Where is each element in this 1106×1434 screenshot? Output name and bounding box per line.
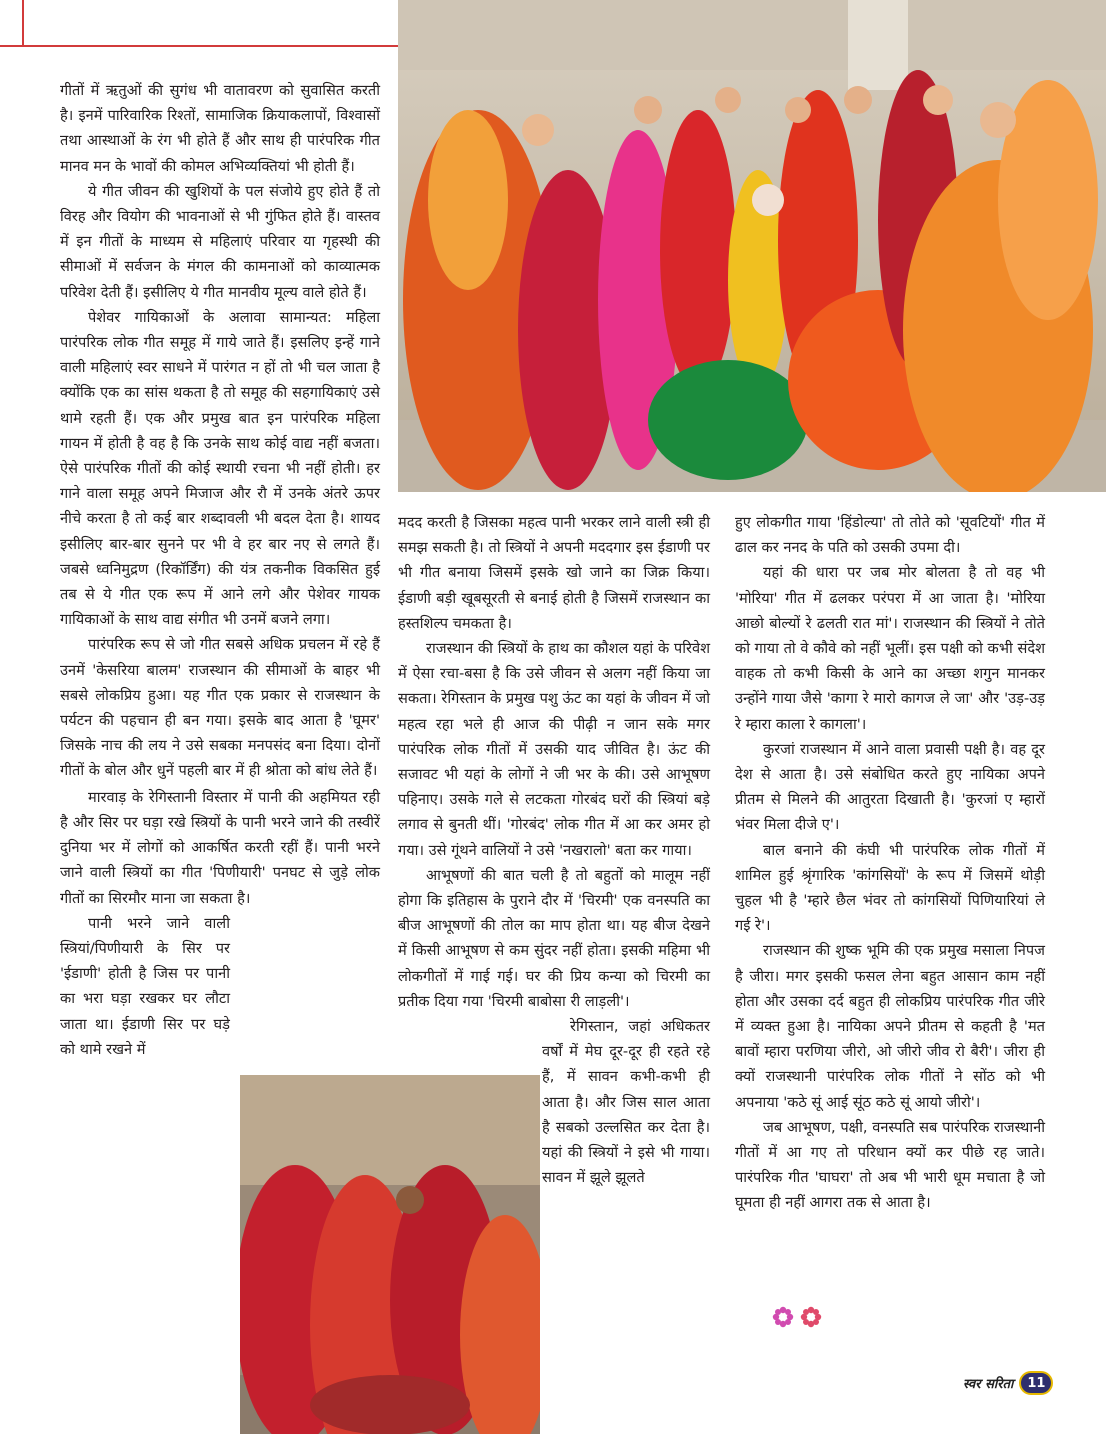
paragraph: राजस्थान की शुष्क भूमि की एक प्रमुख मसाला निपज है जीरा। मगर इसकी फसल लेना बहुत आसान काम नहीं होता और उसका दर्द बहुत ही लोकप्रिय पारंपरिक गीत जीरे में व्यक्त हुआ है। नायिका अपने प्रीतम से कहती है 'मत बावों म्हारा परणिया जीरो, ओ जीरो जीव रो बैरी'। जीरा ही क्यों राजस्थानी पारंपरिक लोक गीतों ने सोंठ को भी अपनाया 'कठे सूं आई सूंठ कठे सूं आयो जीरो'।: [735, 942, 1045, 1111]
paragraph: यहां की धारा पर जब मोर बोलता है तो वह भी 'मोरिया' गीत में ढलकर परंपरा में आ जाता है। 'मोरिया आछो बोल्यों रे ढलती रात मां'। राजस्थान की स्त्रियों ने तोते को गाया तो वे कौवे को नहीं भूलीं। इस पक्षी को कभी संदेश वाहक तो कभी किसी के आने का अच्छा शगुन मानकर उन्होंने गाया जैसे 'कागा रे मारो कागज ले जा' और 'उड़-उड़ रे म्हारा काला रे कागला'।: [735, 564, 1045, 733]
text-column-middle: [398, 510, 710, 1414]
paragraph: राजस्थान की स्त्रियों के हाथ का कौशल यहां के परिवेश में ऐसा रचा-बसा है कि उसे जीवन से अलग नहीं किया जा सकता। रेगिस्तान के प्रमुख पशु ऊंट का यहां के जीवन में जो महत्व रहा भले ही आज की पीढ़ी न जान सके मगर पारंपरिक लोक गीतों में उसकी याद जीवित है। ऊंट की सजावट भी यहां के लोगों ने जी भर के की। उसे आभूषण पहिनाए। उसके गले से लटकता गोरबंद घरों की स्त्रियां बड़े लगाव से बुनती थीं। 'गोरबंद' लोक गीत में आ कर अमर हो गया। उसे गूंथने वालियों ने उसे 'नखरालो' बता कर गाया।: [398, 640, 710, 859]
photo-wrap-space: [398, 1014, 542, 1414]
text-column-left: [60, 78, 380, 1062]
paragraph: मदद करती है जिसका महत्व पानी भरकर लाने वाली स्त्री ही समझ सकती है। तो स्त्रियों ने अपनी मददगार इस ईडाणी पर भी गीत बनाया जिसमें इसके खो जाने का जिक्र किया। ईडाणी बड़ी खूबसूरती से बनाई होती है जिसमें राजस्थान का हस्तशिल्प चमकता है।: [398, 514, 710, 632]
paragraph: जब आभूषण, पक्षी, वनस्पति सब पारंपरिक राजस्थानी गीतों में आ गए तो परिधान क्यों कर पीछे रह जाते। पारंपरिक गीत 'घाघरा' तो अब भी भारी धूम मचाता है जो घूमता ही नहीं आगरा तक से आता है।: [735, 1118, 1045, 1212]
paragraph: आभूषणों की बात चली है तो बहुतों को मालूम नहीं होगा कि इतिहास के पुराने दौर में 'चिरमी' एक वनस्पति का बीज आभूषणों की तोल का माप होता था। यह बीज देखने में किसी आभूषण से कम सुंदर नहीं होता। इसकी महिमा भी लोकगीतों में गाई गई। घर की प्रिय कन्या को चिरमी का प्रतीक दिया गया 'चिरमी बाबोसा री लाड़ली'।: [398, 866, 710, 1010]
paragraph: ये गीत जीवन की खुशियों के पल संजोये हुए होते हैं तो विरह और वियोग की भावनाओं से भी गुंफित होते हैं। वास्तव में इन गीतों के माध्यम से महिलाएं परिवार या गृहस्थी की सीमाओं में सर्वजन के मंगल की कामनाओं को काव्यात्मक परिवेश देती हैं। इसीलिए ये गीत मानवीय मूल्य वाले होते हैं।: [60, 182, 380, 301]
paragraph: पानी भरने जाने वाली स्त्रियां/पिणीयारी के सिर पर 'ईडाणी' होती है जिस पर पानी का भरा घड़ा रखकर घर लौटा जाता था। ईडाणी सिर पर घड़े को थामे रखने में: [60, 914, 230, 1058]
paragraph: कुरजां राजस्थान में आने वाला प्रवासी पक्षी है। वह दूर देश से आता है। उसे संबोधित करते हुए नायिका अपने प्रीतम से मिलने की आतुरता दिखाती है। 'कुरजां ए म्हारों भंवर मिला दीजे ए'।: [735, 740, 1045, 834]
ornament: [772, 1306, 822, 1328]
paragraph: मारवाड़ के रेगिस्तानी विस्तार में पानी की अहमियत रही है और सिर पर घड़ा रखे स्त्रियों के पानी भरने जाने की तस्वीरें दुनिया भर में लोगों को आकर्षित करती रहीं हैं। पानी भरने जाने वाली स्त्रियों का गीत 'पिणीयारी' पनघट से जुड़े लोक गीतों का सिरमौर माना जा सकता है।: [60, 788, 380, 907]
top-accent-rule: [0, 45, 400, 47]
group-of-women-in-saris-dancing-photo: [398, 0, 1106, 492]
paragraph: बाल बनाने की कंघी भी पारंपरिक लोक गीतों में शामिल हुई श्रृंगारिक 'कांगसियों' के रूप में जिसमें थोड़ी चुहल भी है 'म्हारे छैल भंवर तो कांगसियों पिणियारियां ले गई रे'।: [735, 841, 1045, 935]
paragraph: रेगिस्तान, जहां अधिकतर वर्षों में मेघ दूर-दूर ही रहते रहे हैं, में सावन कभी-कभी ही आता है। और जिस साल आता है सबको उल्लसित कर देता है। यहां की स्त्रियों ने इसे भी गाया। सावन में झूले झूलते: [542, 1018, 710, 1187]
magazine-name: स्वर सरिता: [963, 1377, 1014, 1392]
left-accent-rule: [22, 0, 24, 46]
flower-icon: [772, 1306, 794, 1328]
paragraph: गीतों में ऋतुओं की सुगंध भी वातावरण को सुवासित करती है। इनमें पारिवारिक रिश्तों, सामाजिक क्रियाकलापों, विश्वासों तथा आस्थाओं के रंग भी होते हैं और साथ ही पारंपरिक गीत मानव मन के भावों की कोमल अभिव्यक्तियां भी होती हैं।: [60, 82, 380, 175]
text-column-right: [735, 510, 1045, 1216]
paragraph: पारंपरिक रूप से जो गीत सबसे अधिक प्रचलन में रहे हैं उनमें 'केसरिया बालम' राजस्थान की सीमाओं के बाहर भी सबसे लोकप्रिय हुआ। यह गीत एक प्रकार से राजस्थान के पर्यटन की पहचान ही बन गया। इसके बाद आता है 'घूमर' जिसके नाच की लय ने उसे सबका मनपसंद बना दिया। दोनों गीतों के बोल और धुनें पहली बार में ही श्रोता को बांध लेते हैं।: [60, 636, 380, 780]
paragraph: हुए लोकगीत गाया 'हिंडोल्या' तो तोते को 'सूवटियों' गीत में ढाल कर ननद के पति को उसकी उपमा दी।: [735, 514, 1045, 557]
page-number: 11: [1019, 1371, 1053, 1395]
paragraph: पेशेवर गायिकाओं के अलावा सामान्यत: महिला पारंपरिक लोक गीत समूह में गाये जाते हैं। इसलिए इन्हें गाने वाली महिलाएं स्वर साधने में पारंगत न हों तो भी चल जाता है क्योंकि एक का सांस थकता है तो समूह की सहगायिकाएं उसे थामे रहती हैं। एक और प्रमुख बात इन पारंपरिक महिला गायन में होती है वह है कि उनके साथ कोई वाद्य नहीं बजता। ऐसे पारंपरिक गीतों की कोई स्थायी रचना भी नहीं होती। हर गाने वाला समूह अपने मिजाज और रौ में उनके अंतरे ऊपर नीचे करता है तो कई बार शब्दावली भी बदल देता है। शायद इसीलिए बार-बार सुनने पर भी वे हर बार नए से लगते हैं। जबसे ध्वनिमुद्रण (रिकॉर्डिंग) की यंत्र तकनीक विकसित हुई तब से ये गीत एक रूप में आने लगे और पेशेवर गायक गायिकाओं के साथ वाद्य संगीत भी उनमें बजने लगा।: [60, 308, 380, 629]
page-footer: [963, 1371, 1053, 1395]
flower-icon: [800, 1306, 822, 1328]
